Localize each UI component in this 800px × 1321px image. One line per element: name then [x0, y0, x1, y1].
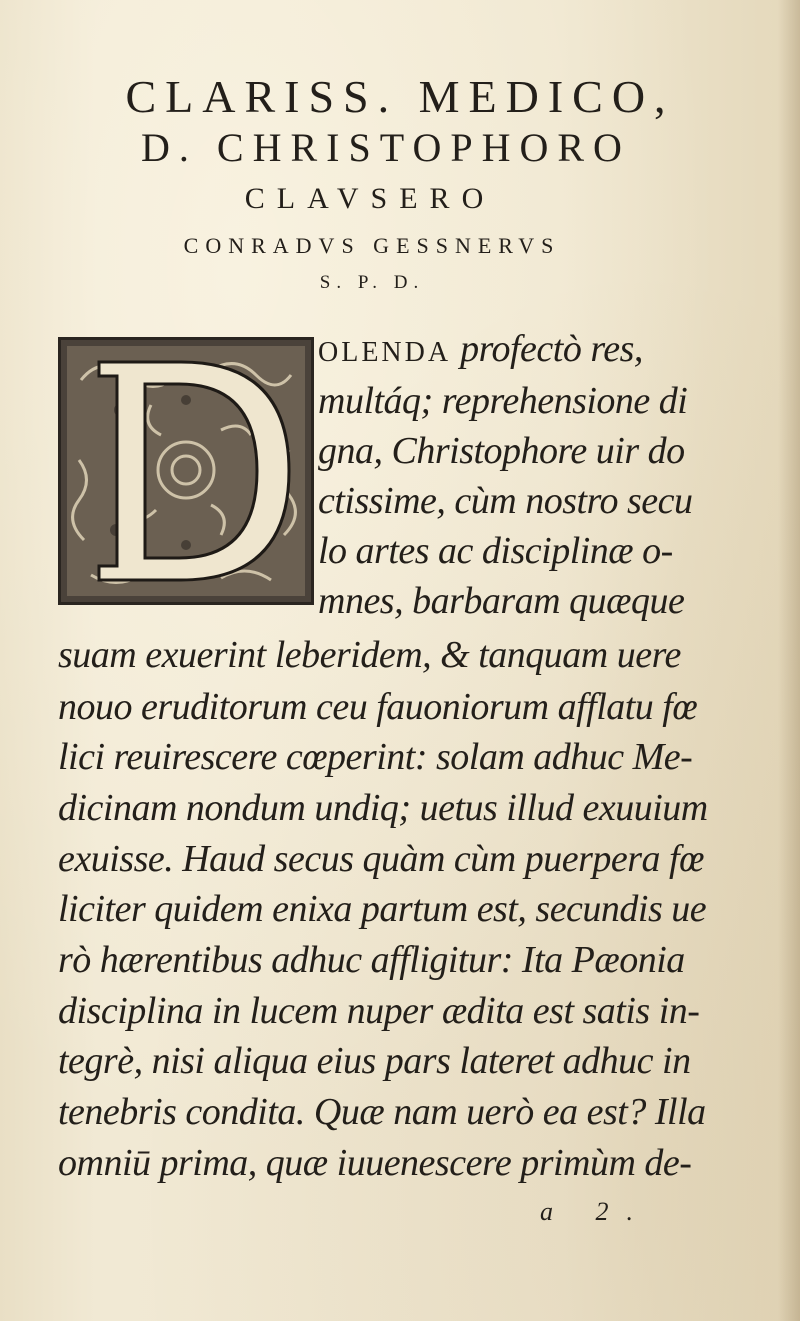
text-line-5: lo artes ac disciplinæ o-	[318, 530, 673, 572]
text-line-17: omniū prima, quæ iuuenescere primùm de-	[58, 1142, 692, 1184]
signature-mark: a 2.	[540, 1197, 651, 1226]
text-line-11: exuisse. Haud secus quàm cùm puerpera fœ	[58, 838, 704, 880]
decorated-initial-d	[58, 337, 314, 605]
text-line-12: liciter quidem enixa partum est, secundis ue	[58, 888, 707, 930]
heading-line-1: CLARISS. MEDICO,	[125, 71, 675, 122]
author-line: CONRADVS GESSNERVS	[183, 233, 561, 258]
text-line-7: suam exuerint leberidem, & tanquam uere	[58, 634, 681, 676]
text-line-2: multáq; reprehensione di	[318, 380, 688, 422]
heading-line-3: CLAVSERO	[244, 182, 496, 215]
text-line-6: mnes, barbaram quæque	[318, 580, 685, 622]
text-line-10: dicinam nondum undiq; uetus illud exuuium	[58, 787, 708, 829]
salutation-line: S. P. D.	[319, 272, 425, 293]
text-line-1	[318, 330, 643, 368]
opening-word: OLENDA	[318, 337, 452, 368]
text-line-3: gna, Christophore uir do	[318, 430, 685, 472]
text-line-9: lici reuirescere cœperint: solam adhuc Me-	[58, 736, 693, 778]
heading-line-2: D. CHRISTOPHORO	[141, 125, 631, 170]
text-line-8: nouo eruditorum ceu fauoniorum afflatu fœ	[58, 686, 698, 728]
text-line-15: tegrè, nisi aliqua eius pars lateret adhuc in	[58, 1040, 691, 1082]
text-line-16: tenebris condita. Quæ nam uerò ea est? Illa	[58, 1091, 706, 1133]
text-line-4: ctissime, cùm nostro secu	[318, 480, 693, 522]
page-edge-shadow	[778, 0, 800, 1321]
ornament-icon	[61, 340, 311, 602]
text-line-14: disciplina in lucem nuper ædita est satis in-	[58, 990, 700, 1032]
text-line-13: rò hærentibus adhuc affligitur: Ita Pæonia	[58, 939, 685, 981]
text-line-1-rest: profectò res,	[451, 328, 643, 370]
